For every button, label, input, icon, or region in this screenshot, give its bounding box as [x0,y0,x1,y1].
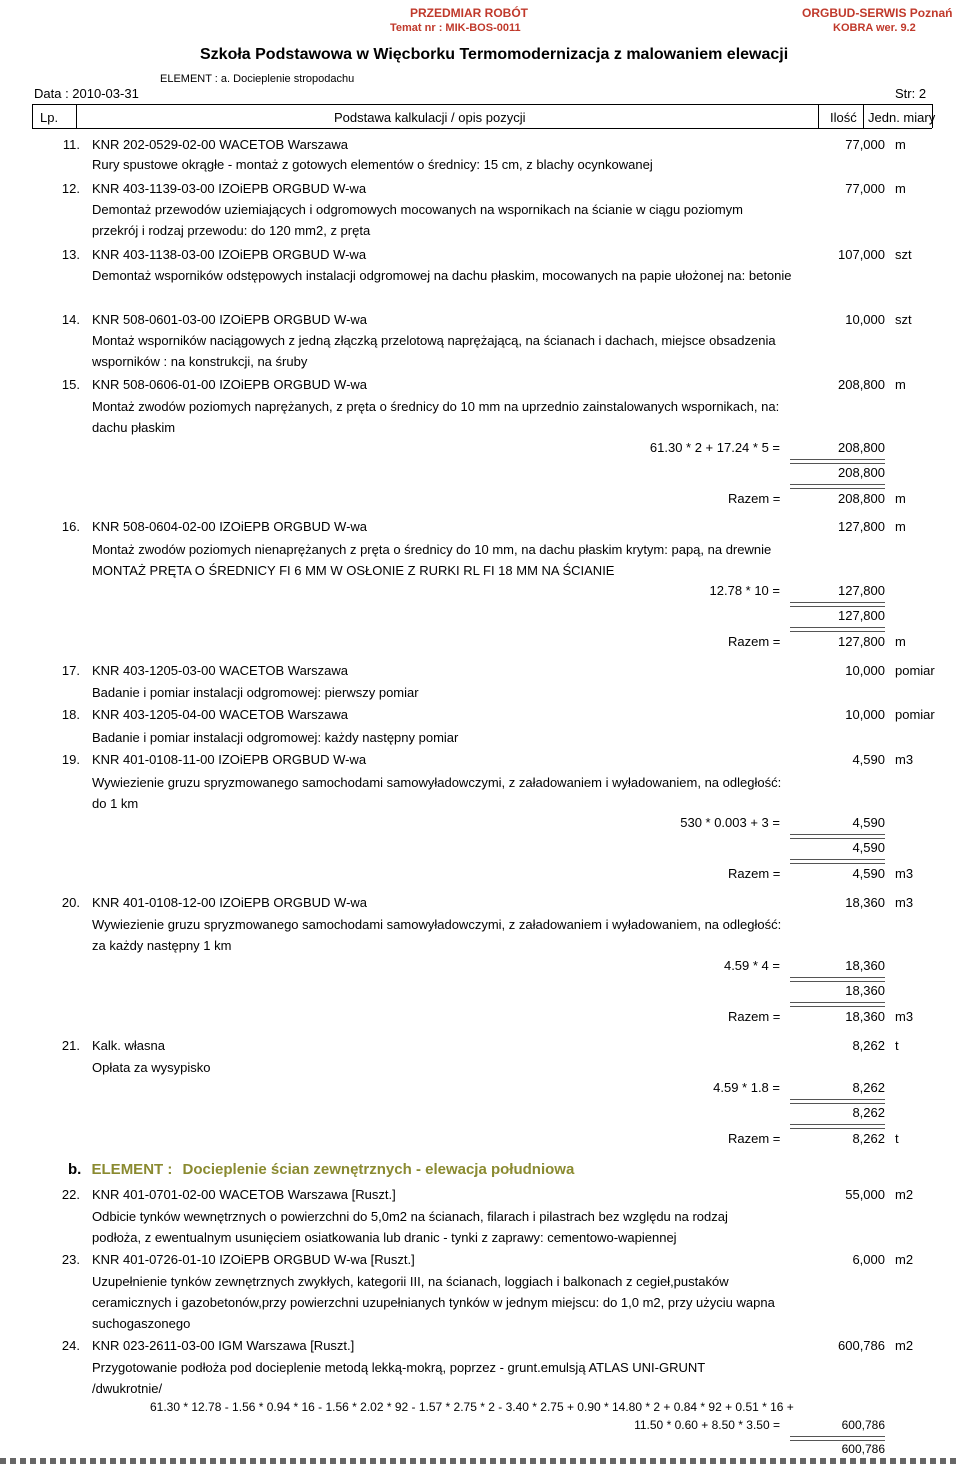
item-sum: 8,262 [852,1105,885,1120]
item-unit: m [895,137,906,152]
item-number: 20. [61,895,80,910]
item-unit: pomiar [895,707,935,722]
item-number: 11. [62,137,80,152]
col-lp: Lp. [40,110,59,125]
razem-label: Razem = [728,634,781,649]
item-qty: 10,000 [845,312,885,327]
software-version: KOBRA wer. 9.2 [833,22,916,34]
item-formula: 4.59 * 1.8 = [713,1080,780,1095]
item-qty: 107,000 [838,247,885,262]
item-desc: Demontaż wsporników odstępowych instalacji odgromowej na dachu płaskim, mocowanych na papie ułożonej na: betonie [92,268,792,283]
item-unit: m [895,181,906,196]
header-rule-bottom [32,128,932,129]
doc-date: Data : 2010-03-31 [34,86,139,101]
item-unit: m [895,377,906,392]
item-number: 13. [61,247,80,262]
sum-rule [790,834,885,839]
sum-rule [790,1436,885,1441]
item-qty: 77,000 [845,181,885,196]
item-sum: 600,786 [841,1442,885,1456]
item-unit: m3 [895,752,914,767]
item-formula: 12.78 * 10 = [709,583,780,598]
item-desc: Badanie i pomiar instalacji odgromowej: każdy następny pomiar [92,730,459,745]
sum-rule [790,1099,885,1104]
item-number: 16. [61,519,80,534]
item-number: 17. [61,663,80,678]
item-code: KNR 403-1205-03-00 WACETOB Warszawa [92,663,349,678]
item-number: 14. [61,312,80,327]
item-razem: 8,262 [852,1131,885,1146]
item-razem: 127,800 [838,634,885,649]
item-qty: 6,000 [852,1252,885,1267]
item-qty: 127,800 [838,519,885,534]
item-formula-value: 127,800 [838,583,885,598]
item-desc: Wywiezienie gruzu spryzmowanego samochodami samowyładowczymi, z załadowaniem i wyładowaniem, na odległość: do 1 km [92,775,782,811]
page-number: Str: 2 [895,86,927,101]
item-desc-extra: MONTAŻ PRĘTA O ŚREDNICY FI 6 MM W OSŁONIE Z RURKI RL FI 18 MM NA ŚCIANIE [92,563,615,578]
item-qty: 10,000 [845,663,885,678]
item-unit: m2 [895,1187,914,1202]
item-desc: Demontaż przewodów uziemiających i odgromowych mocowanych na wspornikach na ścianie w ciągu poziomym przekrój i rodzaj przewodu: do 120 mm2, z pręta [92,202,744,238]
item-desc: Wywiezienie gruzu spryzmowanego samochodami samowyładowczymi, z załadowaniem i wyładowaniem, na odległość: za każdy następny 1 km [92,917,782,953]
item-formula: 61.30 * 12.78 - 1.56 * 0.94 * 16 - 1.56 * 2.02 * 92 - 1.57 * 2.75 * 2 - 3.40 * 2.75 + 0.90 * 14.80 * 2 + 0.84 * 92 + 0.51 * 16 + [150,1400,794,1414]
doc-title: Szkoła Podstawowa w Więcborku Termomodernizacja z malowaniem elewacji [200,46,789,63]
item-qty: 600,786 [838,1338,885,1353]
item-razem-unit: m3 [895,1009,914,1024]
item-desc: Montaż zwodów poziomych naprężanych, z pręta o średnicy do 10 mm na uprzednio zainstalowanych wspornikach, na: dachu płaskim [92,399,780,435]
item-code: KNR 403-1139-03-00 IZOiEPB ORGBUD W-wa [92,181,367,196]
section-label: ELEMENT : [91,1161,173,1178]
item-formula-value: 8,262 [852,1080,885,1095]
sum-rule [790,459,885,464]
company: ORGBUD-SERWIS Poznań [802,6,953,20]
razem-label: Razem = [728,491,781,506]
item-formula: 61.30 * 2 + 17.24 * 5 = [649,440,780,455]
item-number: 21. [61,1038,80,1053]
item-code: KNR 401-0108-12-00 IZOiEPB ORGBUD W-wa [92,895,368,910]
section-heading [68,1161,574,1178]
item-razem: 208,800 [838,491,885,506]
col-unit: Jedn. miary [868,110,936,125]
sum-rule [790,977,885,982]
item-code: KNR 401-0726-01-10 IZOiEPB ORGBUD W-wa [Ruszt.] [92,1252,415,1267]
item-qty: 55,000 [845,1187,885,1202]
col-qty: Ilość [830,110,857,125]
element-label: ELEMENT : a. Docieplenie stropodachu [160,73,355,85]
sum-rule [790,859,885,864]
item-formula: 4.59 * 4 = [723,958,780,973]
topic: Temat nr : MIK-BOS-0011 [390,22,521,34]
item-unit: m2 [895,1338,914,1353]
item-sum: 127,800 [838,608,885,623]
header-rule-top [32,104,932,105]
item-code: KNR 202-0529-02-00 WACETOB Warszawa [92,137,349,152]
item-qty: 8,262 [852,1038,885,1053]
sum-rule [790,484,885,489]
item-code: KNR 508-0604-02-00 IZOiEPB ORGBUD W-wa [92,519,368,534]
razem-label: Razem = [728,866,781,881]
item-number: 12. [61,181,80,196]
item-formula-value: 18,360 [845,958,885,973]
sum-rule [790,1002,885,1007]
item-qty: 10,000 [845,707,885,722]
item-sum: 4,590 [852,840,885,855]
item-unit: m2 [895,1252,914,1267]
item-code: KNR 508-0601-03-00 IZOiEPB ORGBUD W-wa [92,312,368,327]
item-qty: 77,000 [845,137,885,152]
page-bottom-border [0,1458,960,1464]
col-basis: Podstawa kalkulacji / opis pozycji [334,110,526,125]
item-unit: szt [895,312,912,327]
item-desc: Montaż wsporników naciągowych z jedną złączką przelotową naprężającą, na ścianach i dachach, miejsce obsadzenia wsporników : na konstrukcji, na śruby [92,333,776,369]
item-formula-cont: 11.50 * 0.60 + 8.50 * 3.50 = [634,1418,780,1432]
sum-rule [790,627,885,632]
item-desc: Uzupełnienie tynków zewnętrznych zwykłych, kategorii III, na ścianach, loggiach i balkonach z cegieł,pustaków ceramicznych i gazobetonów,przy powierzchni uzupełnianych tynków w jednym miejscu: do 1,0 m2, przy użyciu wapna suchogaszonego [92,1274,775,1331]
item-qty: 208,800 [838,377,885,392]
razem-label: Razem = [728,1131,781,1146]
item-formula-value: 4,590 [852,815,885,830]
item-razem-unit: t [895,1131,899,1146]
item-formula-value: 208,800 [838,440,885,455]
item-formula-value: 600,786 [841,1418,885,1432]
razem-label: Razem = [728,1009,781,1024]
item-desc: Przygotowanie podłoża pod docieplenie metodą lekką-mokrą, poprzez - grunt.emulsją ATLAS UNI-GRUNT /dwukrotnie/ [92,1360,705,1396]
item-sum: 208,800 [838,465,885,480]
item-number: 19. [61,752,80,767]
sum-rule [790,1124,885,1129]
item-unit: m [895,519,906,534]
item-code: KNR 508-0606-01-00 IZOiEPB ORGBUD W-wa [92,377,368,392]
item-desc: Montaż zwodów poziomych nienaprężanych z pręta o średnicy do 10 mm, na dachu płaskim krytym: papą, na drewnie [92,542,772,557]
item-number: 15. [61,377,80,392]
item-unit: t [895,1038,899,1053]
section-letter: b. [68,1161,82,1178]
item-razem-unit: m3 [895,866,914,881]
item-code: KNR 401-0108-11-00 IZOiEPB ORGBUD W-wa [92,752,367,767]
item-razem-unit: m [895,491,906,506]
item-number: 18. [61,707,80,722]
item-desc: Rury spustowe okrągłe - montaż z gotowych elementów o średnicy: 15 cm, z blachy ocynkowanej [92,157,653,172]
doc-type: PRZEDMIAR ROBÓT [410,6,528,20]
item-qty: 18,360 [845,895,885,910]
item-number: 23. [61,1252,80,1267]
item-unit: m3 [895,895,914,910]
item-code: KNR 401-0701-02-00 WACETOB Warszawa [Ruszt.] [92,1187,396,1202]
item-desc: Opłata za wysypisko [92,1060,211,1075]
item-code: KNR 403-1205-04-00 WACETOB Warszawa [92,707,349,722]
item-code: Kalk. własna [92,1038,165,1053]
item-unit: pomiar [895,663,935,678]
item-razem: 18,360 [845,1009,885,1024]
section-title: Docieplenie ścian zewnętrznych - elewacja południowa [182,1161,575,1178]
item-qty: 4,590 [852,752,885,767]
item-formula: 530 * 0.003 + 3 = [680,815,780,830]
item-number: 24. [61,1338,80,1353]
item-desc: Odbicie tynków wewnętrznych o powierzchni do 5,0m2 na ścianach, filarach i pilastrach bez względu na rodzaj podłoża, z ewentualnym usunięciem osiatkowania lub dranic - tynki z zaprawy: cementowo-wapiennej [92,1209,728,1245]
item-razem: 4,590 [852,866,885,881]
item-code: KNR 023-2611-03-00 IGM Warszawa [Ruszt.] [92,1338,355,1353]
item-desc: Badanie i pomiar instalacji odgromowej: pierwszy pomiar [92,685,419,700]
item-razem-unit: m [895,634,906,649]
item-number: 22. [61,1187,80,1202]
item-sum: 18,360 [845,983,885,998]
item-code: KNR 403-1138-03-00 IZOiEPB ORGBUD W-wa [92,247,367,262]
sum-rule [790,602,885,607]
item-unit: szt [895,247,912,262]
